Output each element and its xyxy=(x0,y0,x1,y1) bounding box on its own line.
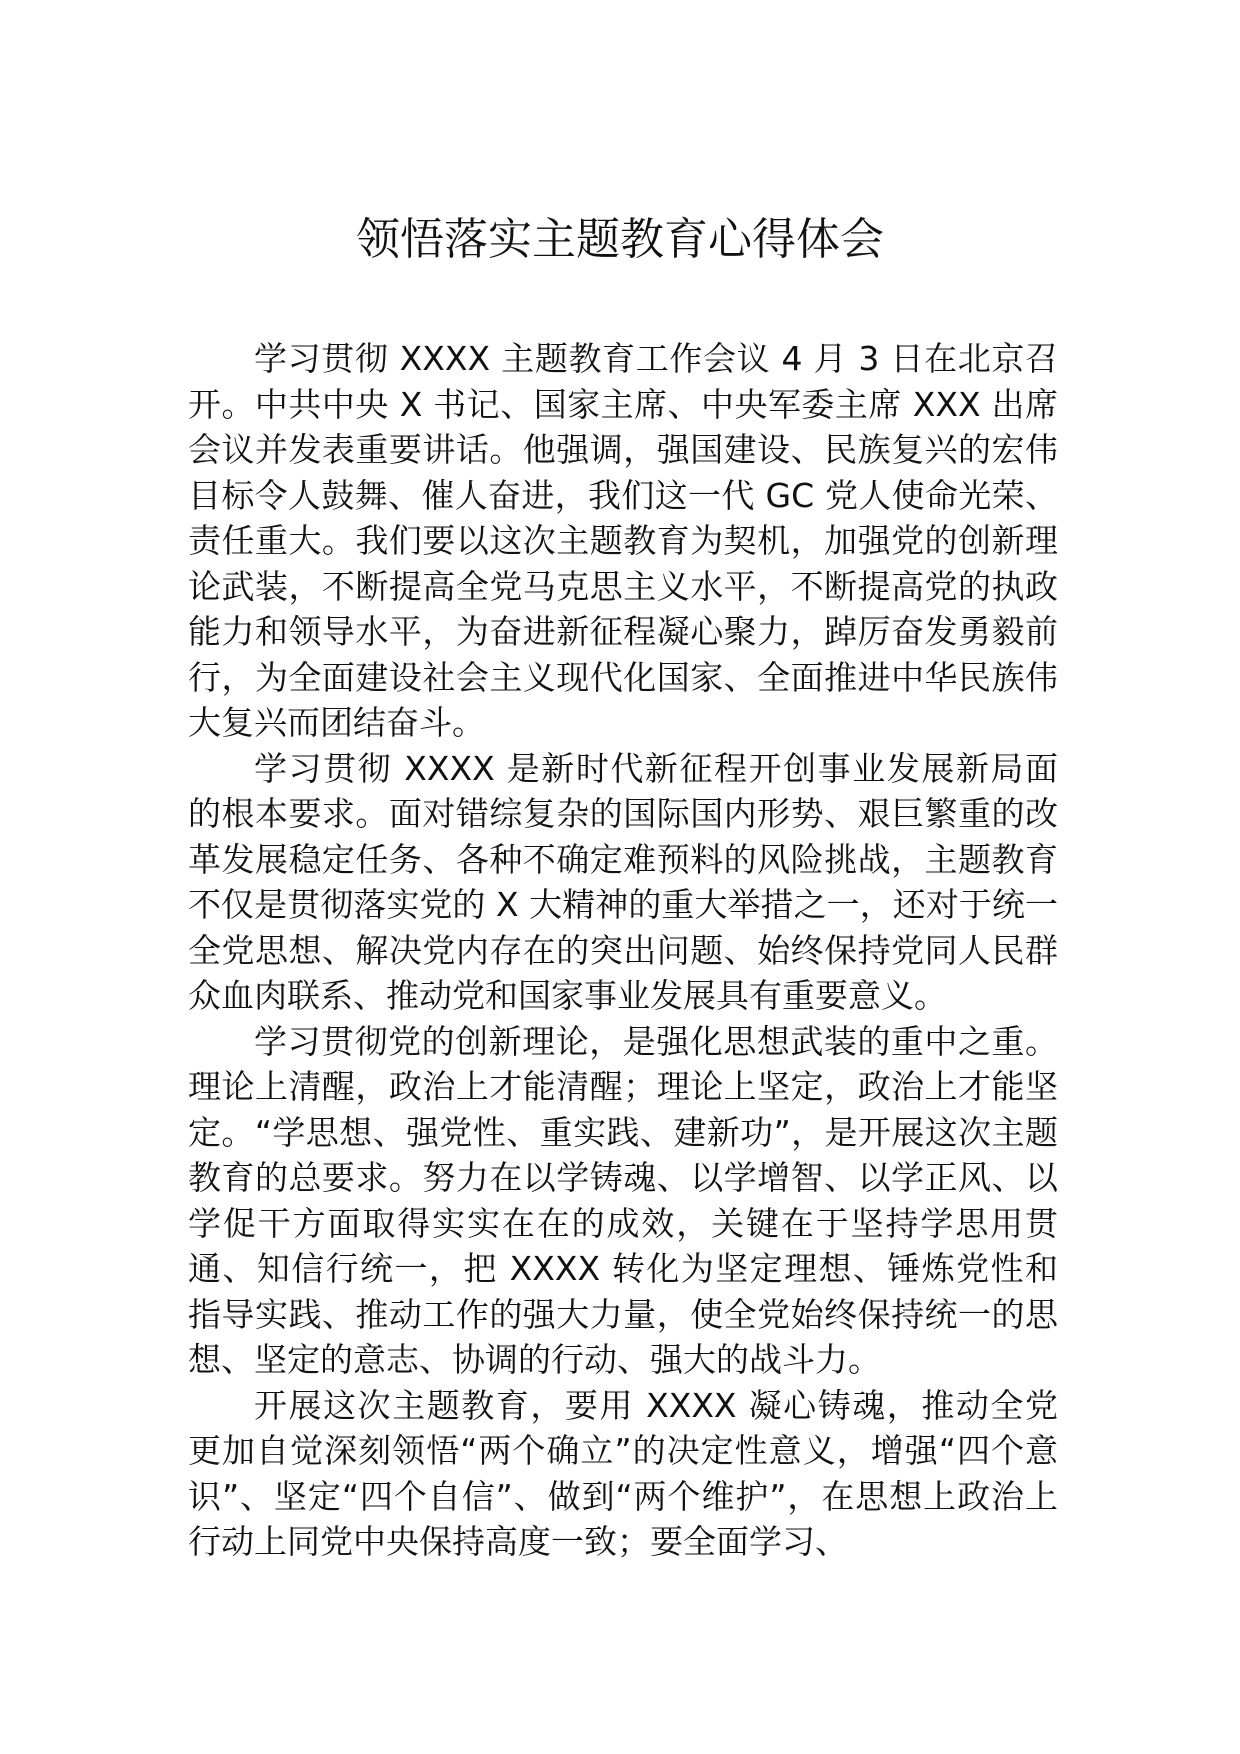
paragraph-1: 学习贯彻 XXXX 主题教育工作会议 4 月 3 日在北京召开。中共中央 X 书记、国家主席、中央军委主席 XXX 出席会议并发表重要讲话。他强调，强国建设、民族复兴的宏伟目标令人鼓舞、催人奋进，我们这一代 GC 党人使命光荣、责任重大。我们要以这次主题教育为契机，加强党的创新理论武装，不断提高全党马克思主义水平，不断提高党的执政能力和领导水平，为奋进新征程凝心聚力，踔厉奋发勇毅前行，为全面建设社会主义现代化国家、全面推进中华民族伟大复兴而团结奋斗。 xyxy=(188,339,1058,742)
paragraph-4: 开展这次主题教育，要用 XXXX 凝心铸魂，推动全党更加自觉深刻领悟“两个确立”的决定性意义，增强“四个意识”、坚定“四个自信”、做到“两个维护”，在思想上政治上行动上同党中央保持高度一致；要全面学习、 xyxy=(188,1385,1058,1561)
paragraph-3: 学习贯彻党的创新理论，是强化思想武装的重中之重。理论上清醒，政治上才能清醒；理论上坚定，政治上才能坚定。“学思想、强党性、重实践、建新功”，是开展这次主题教育的总要求。努力在以学铸魂、以学增智、以学正风、以学促干方面取得实实在在的成效，关键在于坚持学思用贯通、知信行统一，把 XXXX 转化为坚定理想、锤炼党性和指导实践、推动工作的强大力量，使全党始终保持统一的思想、坚定的意志、协调的行动、强大的战斗力。 xyxy=(188,1021,1058,1379)
document-body xyxy=(188,336,1058,1565)
document-title: 领悟落实主题教育心得体会 xyxy=(356,214,884,265)
paragraph-2: 学习贯彻 XXXX 是新时代新征程开创事业发展新局面的根本要求。面对错综复杂的国际国内形势、艰巨繁重的改革发展稳定任务、各种不确定难预料的风险挑战，主题教育不仅是贯彻落实党的 X 大精神的重大举措之一，还对于统一全党思想、解决党内存在的突出问题、始终保持党同人民群众血肉联系、推动党和国家事业发展具有重要意义。 xyxy=(188,748,1058,1015)
